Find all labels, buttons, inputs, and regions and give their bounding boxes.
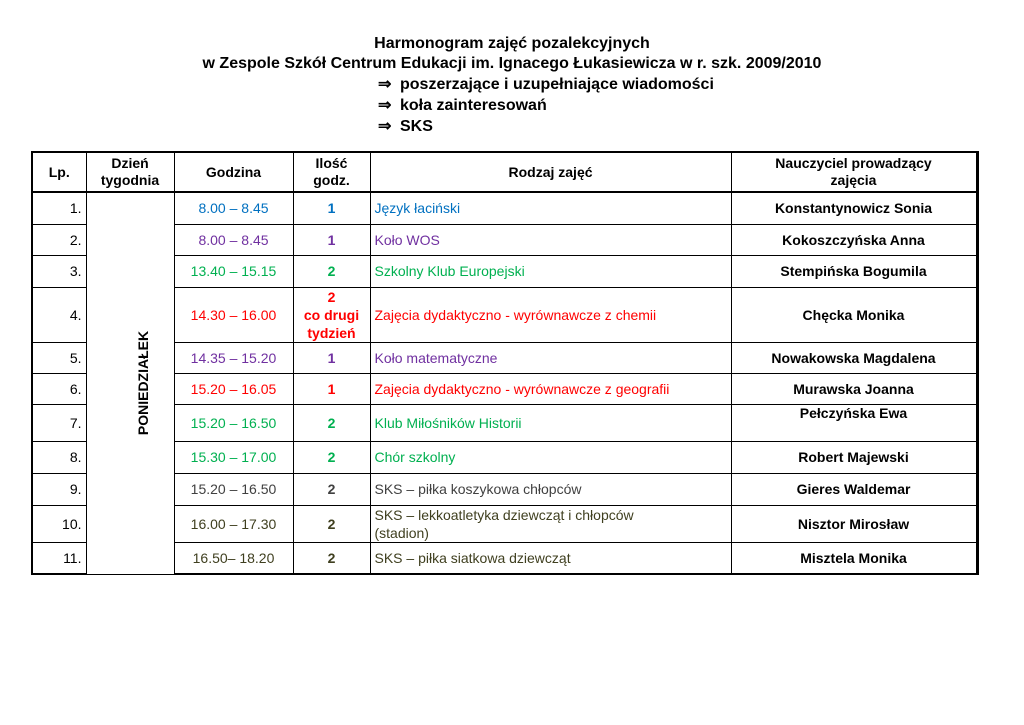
time-cell: 15.20 – 16.05 [174, 373, 293, 404]
time-cell: 14.30 – 16.00 [174, 287, 293, 342]
title-line-2: w Zespole Szkół Centrum Edukacji im. Ignacego Łukasiewicza w r. szk. 2009/2010 [202, 55, 822, 72]
subject-cell: SKS – piłka koszykowa chłopców [370, 473, 731, 505]
bullet-text: SKS [400, 118, 433, 135]
bullet-item [378, 95, 714, 116]
subject-cell: Zajęcia dydaktyczno - wyrównawcze z geografii [370, 373, 731, 404]
bullet-text: poszerzające i uzupełniające wiadomości [400, 76, 714, 93]
table-row [32, 505, 977, 542]
row-number: 6. [32, 373, 86, 404]
bullet-list [378, 74, 714, 137]
header-hours: Ilość godz. [293, 152, 370, 192]
teacher-cell: Kokoszczyńska Anna [731, 224, 977, 255]
teacher-cell: Konstantynowicz Sonia [731, 192, 977, 224]
teacher-cell: Nisztor Mirosław [731, 505, 977, 542]
subject-cell: SKS – piłka siatkowa dziewcząt [370, 542, 731, 574]
arrow-icon: ⇒ [378, 97, 392, 114]
table-row [32, 404, 977, 441]
subject-cell: Klub Miłośników Historii [370, 404, 731, 441]
row-number: 5. [32, 342, 86, 373]
table-row [32, 542, 977, 574]
header-time: Godzina [174, 152, 293, 192]
time-cell: 16.00 – 17.30 [174, 505, 293, 542]
hours-cell: 2 [293, 505, 370, 542]
teacher-cell: Robert Majewski [731, 441, 977, 473]
row-number: 3. [32, 255, 86, 287]
subject-cell: Szkolny Klub Europejski [370, 255, 731, 287]
time-cell: 8.00 – 8.45 [174, 192, 293, 224]
subject-cell: Język łaciński [370, 192, 731, 224]
row-number: 8. [32, 441, 86, 473]
arrow-icon: ⇒ [378, 118, 392, 135]
row-number: 10. [32, 505, 86, 542]
subject-cell: Zajęcia dydaktyczno - wyrównawcze z chemii [370, 287, 731, 342]
hours-cell: 2 [293, 542, 370, 574]
teacher-cell: Chęcka Monika [731, 287, 977, 342]
row-number: 7. [32, 404, 86, 441]
teacher-cell: Murawska Joanna [731, 373, 977, 404]
time-cell: 15.30 – 17.00 [174, 441, 293, 473]
bullet-text: koła zainteresowań [400, 97, 547, 114]
row-number: 1. [32, 192, 86, 224]
bullet-item [378, 116, 714, 137]
header-day: Dzień tygodnia [86, 152, 174, 192]
teacher-cell: Misztela Monika [731, 542, 977, 574]
table-row [32, 287, 977, 342]
teacher-cell: Gieres Waldemar [731, 473, 977, 505]
row-number: 4. [32, 287, 86, 342]
hours-cell: 1 [293, 192, 370, 224]
subject-cell: SKS – lekkoatletyka dziewcząt i chłopców (stadion) [370, 505, 731, 542]
table-row [32, 473, 977, 505]
header-teacher: Nauczyciel prowadzący zajęcia [731, 152, 977, 192]
time-cell: 13.40 – 15.15 [174, 255, 293, 287]
table-row [32, 192, 977, 224]
hours-cell: 1 [293, 224, 370, 255]
table-row [32, 255, 977, 287]
header-subject: Rodzaj zajęć [370, 152, 731, 192]
teacher-cell: Stempińska Bogumila [731, 255, 977, 287]
time-cell: 8.00 – 8.45 [174, 224, 293, 255]
hours-cell: 2 [293, 441, 370, 473]
hours-cell: 1 [293, 373, 370, 404]
table-row [32, 342, 977, 373]
hours-cell: 1 [293, 342, 370, 373]
subject-cell: Chór szkolny [370, 441, 731, 473]
title-line-1: Harmonogram zajęć pozalekcyjnych [374, 35, 650, 52]
arrow-icon: ⇒ [378, 76, 392, 93]
time-cell: 16.50– 18.20 [174, 542, 293, 574]
time-cell: 15.20 – 16.50 [174, 404, 293, 441]
subject-cell: Koło matematyczne [370, 342, 731, 373]
row-number: 9. [32, 473, 86, 505]
teacher-cell: Pełczyńska Ewa [731, 404, 977, 441]
bullet-item [378, 74, 714, 95]
hours-cell: 2 [293, 473, 370, 505]
day-label: PONIEDZIAŁEK [134, 331, 151, 436]
time-cell: 15.20 – 16.50 [174, 473, 293, 505]
subject-cell: Koło WOS [370, 224, 731, 255]
row-number: 11. [32, 542, 86, 574]
row-number: 2. [32, 224, 86, 255]
time-cell: 14.35 – 15.20 [174, 342, 293, 373]
table-row [32, 441, 977, 473]
schedule-table [31, 151, 979, 575]
table-row [32, 224, 977, 255]
header-lp: Lp. [32, 152, 86, 192]
hours-cell: 2 [293, 255, 370, 287]
table-header-row [32, 152, 977, 192]
hours-cell: 2 co drugi tydzień [293, 287, 370, 342]
document-header [0, 34, 1024, 74]
teacher-cell: Nowakowska Magdalena [731, 342, 977, 373]
hours-cell: 2 [293, 404, 370, 441]
day-cell [86, 192, 174, 574]
